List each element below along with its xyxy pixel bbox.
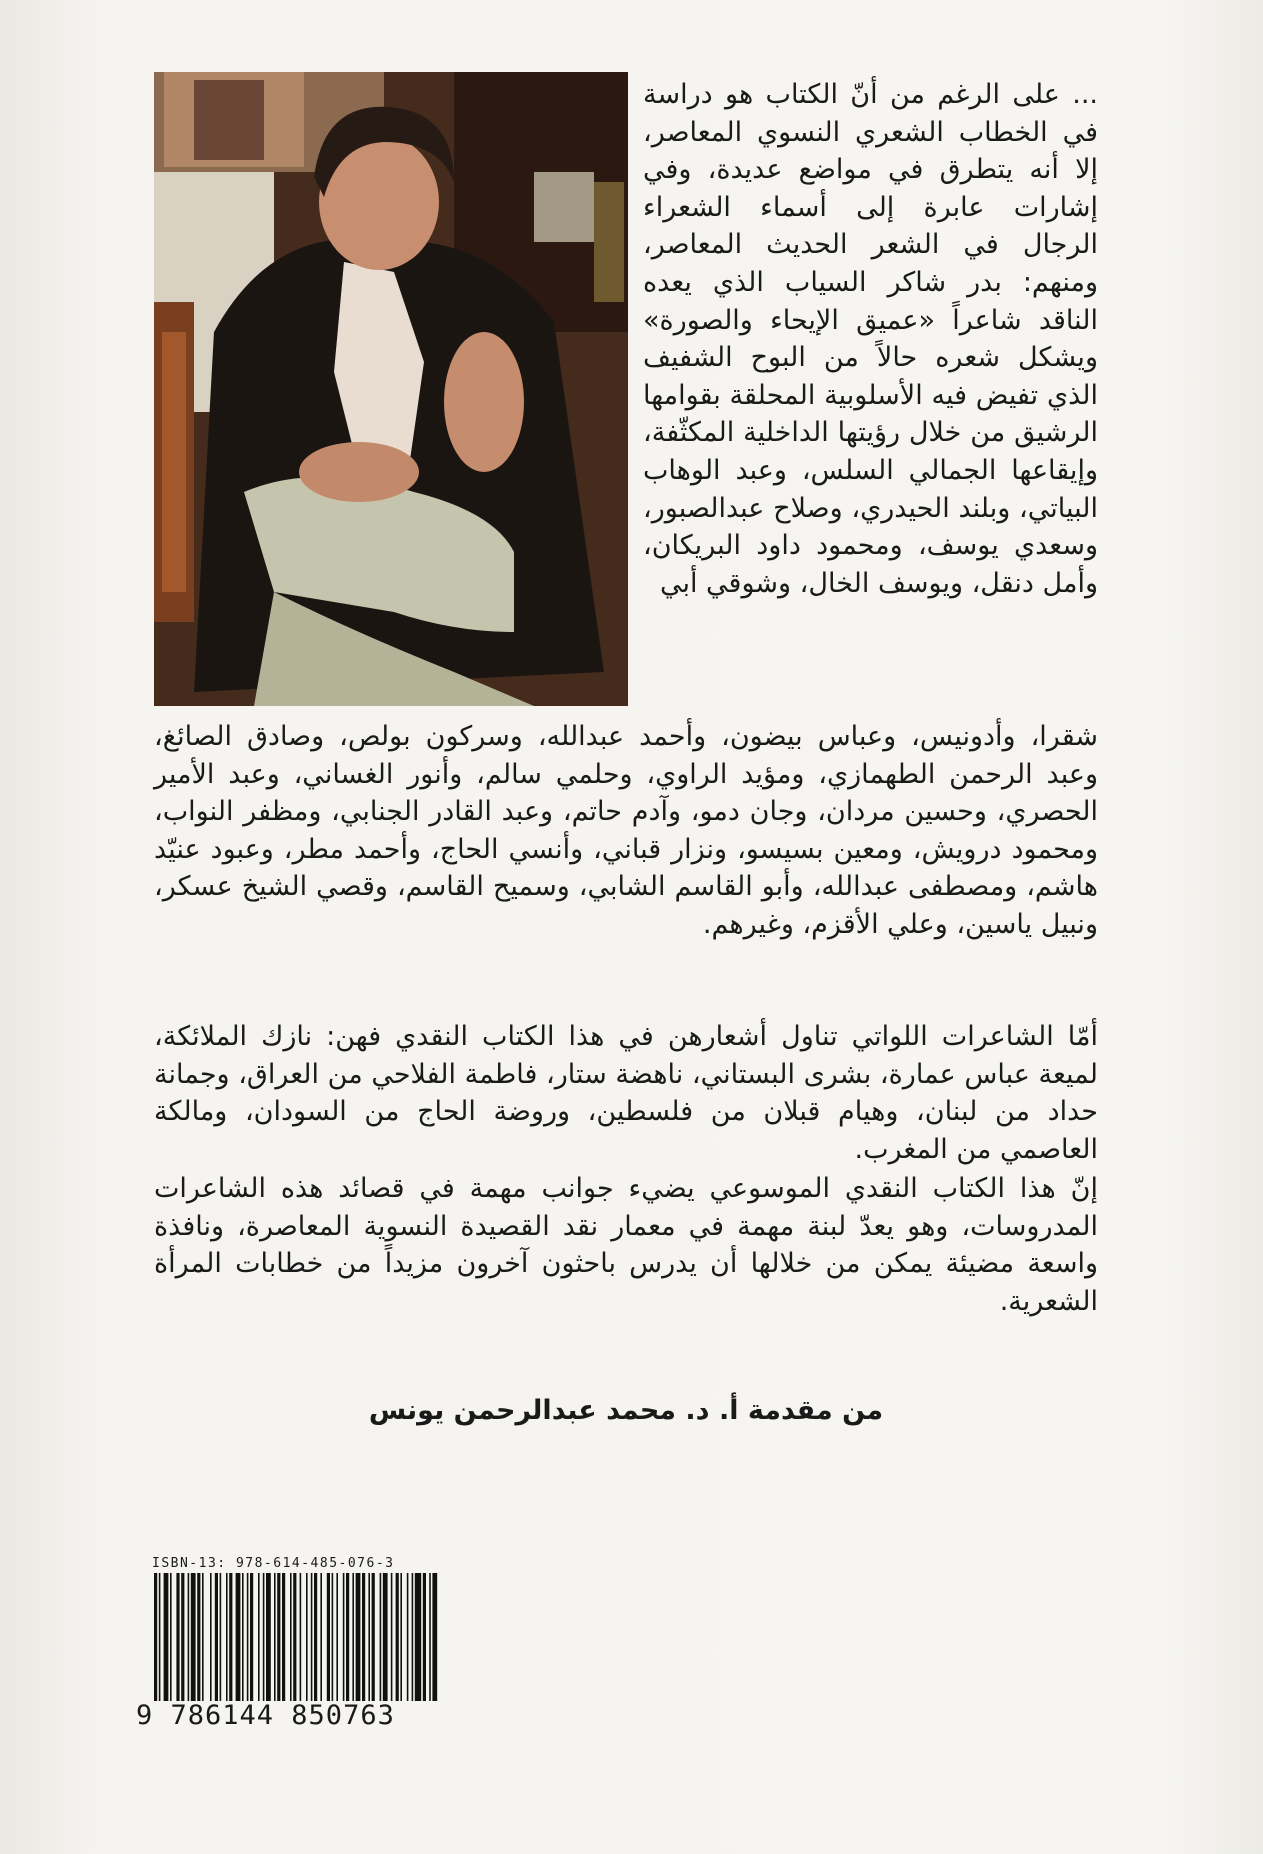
barcode-bar: [311, 1573, 313, 1701]
conclusion-paragraph: إنّ هذا الكتاب النقدي الموسوعي يضيء جوانب مهمة في قصائد هذه الشاعرات المدروسات، وهو يعدّ لبنة مهمة في معمار نقد القصيدة النسوية المعاصرة، ونافذة واسعة مضيئة يمكن من خلالها أن يدرس باحثون آخرون مزيداً من خطابات المرأة الشعرية.: [154, 1173, 1098, 1317]
barcode-bar: [356, 1573, 361, 1701]
barcode-bar: [220, 1573, 222, 1701]
barcode-bar: [336, 1573, 338, 1701]
barcode-bar: [332, 1573, 334, 1701]
barcode-bar: [380, 1573, 382, 1701]
barcode-bar: [266, 1573, 271, 1701]
barcode-bar: [181, 1573, 184, 1701]
barcode-bar: [362, 1573, 365, 1701]
barcode-bar: [188, 1573, 190, 1701]
barcode-bar: [343, 1573, 345, 1701]
barcode-bar: [432, 1573, 437, 1701]
barcode-bar: [210, 1573, 212, 1701]
barcode-bar: [236, 1573, 241, 1701]
barcode-bar: [346, 1573, 349, 1701]
intro-paragraph-bottom: شقرا، وأدونيس، وعباس بيضون، وأحمد عبدالله، وسركون بولص، وصادق الصائغ، وعبد الرحمن الطهمازي، ومؤيد الراوي، وحلمي سالم، وأنور الغساني، وعبد الأمير الحصري، وحسين مردان، وجان دمو، وآدم حاتم، وعبد القادر الجنابي، ومظفر النواب، ومحمود درويش، ومعين بسيسو، ونزار قباني، وأنسي الحاج، وأحمد مطر، وعبود عنيّد هاشم، ومصطفى عبدالله، وأبو القاسم الشابي، وسميح القاسم، وقصي الشيخ عسكر، ونبيل ياسين، وعلي الأقزم، وغيرهم.: [154, 721, 1098, 940]
barcode-bar: [164, 1573, 169, 1701]
barcode-bar: [391, 1573, 393, 1701]
barcode-digits: 9 786144 850763: [136, 1700, 395, 1731]
barcode-bar: [400, 1573, 402, 1701]
foreword-credit: من مقدمة أ. د. محمد عبدالرحمن يونس: [368, 1395, 884, 1426]
barcode-bar: [407, 1573, 409, 1701]
barcode-bar: [412, 1573, 414, 1701]
barcode-bar: [154, 1573, 157, 1701]
barcode-bar: [429, 1573, 431, 1701]
isbn-label: ISBN-13: 978-614-485-076-3: [152, 1556, 395, 1571]
barcode-bar: [191, 1573, 196, 1701]
barcode-bar: [293, 1573, 296, 1701]
barcode-bar: [250, 1573, 253, 1701]
barcode-bar: [159, 1573, 161, 1701]
barcode-bar: [327, 1573, 330, 1701]
barcode-bar: [274, 1573, 276, 1701]
barcode-bar: [215, 1573, 218, 1701]
barcode-bar: [263, 1573, 265, 1701]
barcode-bar: [415, 1573, 421, 1701]
barcode-bar: [383, 1573, 388, 1701]
barcode-bar: [247, 1573, 249, 1701]
barcode-bar: [320, 1573, 322, 1701]
barcode-bar: [258, 1573, 260, 1701]
barcode-bar: [176, 1573, 179, 1701]
barcode-bar: [306, 1573, 308, 1701]
barcode-bar: [277, 1573, 280, 1701]
barcode-bar: [372, 1573, 375, 1701]
barcode-bar: [396, 1573, 399, 1701]
barcode-bar: [352, 1573, 354, 1701]
barcode-bar: [226, 1573, 228, 1701]
barcode-bar: [423, 1573, 426, 1701]
barcode-bar: [290, 1573, 292, 1701]
women-poets-paragraph: أمّا الشاعرات اللواتي تناول أشعارهن في هذا الكتاب النقدي فهن: نازك الملائكة، لميعة عباس عمارة، بشرى البستاني، ناهضة ستار، فاطمة الفلاحي من العراق، وجمانة حداد من لبنان، وهيام قبلان من فلسطين، وروضة الحاج من السودان، ومالكة العاصمي من المغرب.: [154, 1021, 1098, 1165]
barcode: [152, 1573, 438, 1701]
barcode-bar: [197, 1573, 200, 1701]
author-photo: [154, 72, 628, 706]
barcode-bar: [300, 1573, 302, 1701]
barcode-bar: [314, 1573, 317, 1701]
intro-paragraph-top: ... على الرغم من أنّ الكتاب هو دراسة في الخطاب الشعري النسوي المعاصر، إلا أنه يتطرق في مواضع عديدة، وفي إشارات عابرة إلى أسماء الشعراء الرجال في الشعر الحديث المعاصر، ومنهم: بدر شاكر السياب الذي يعده الناقد شاعراً «عميق الإيحاء والصورة» ويشكل شعره حالاً من البوح الشفيف الذي تفيض فيه الأسلوبية المحلقة بقوامها الرشيق من خلال رؤيتها الداخلية المكثّفة، وإيقاعها الجمالي السلس، وعبد الوهاب البياتي، وبلند الحيدري، وصلاح عبدالصبور، وسعدي يوسف، ومحمود داود البريكان، وأمل دنقل، ويوسف الخال، وشوقي أبي: [643, 79, 1098, 599]
barcode-bar: [170, 1573, 172, 1701]
barcode-bar: [282, 1573, 285, 1701]
barcode-bar: [368, 1573, 370, 1701]
barcode-bar: [202, 1573, 204, 1701]
barcode-bar: [229, 1573, 232, 1701]
barcode-bar: [242, 1573, 244, 1701]
